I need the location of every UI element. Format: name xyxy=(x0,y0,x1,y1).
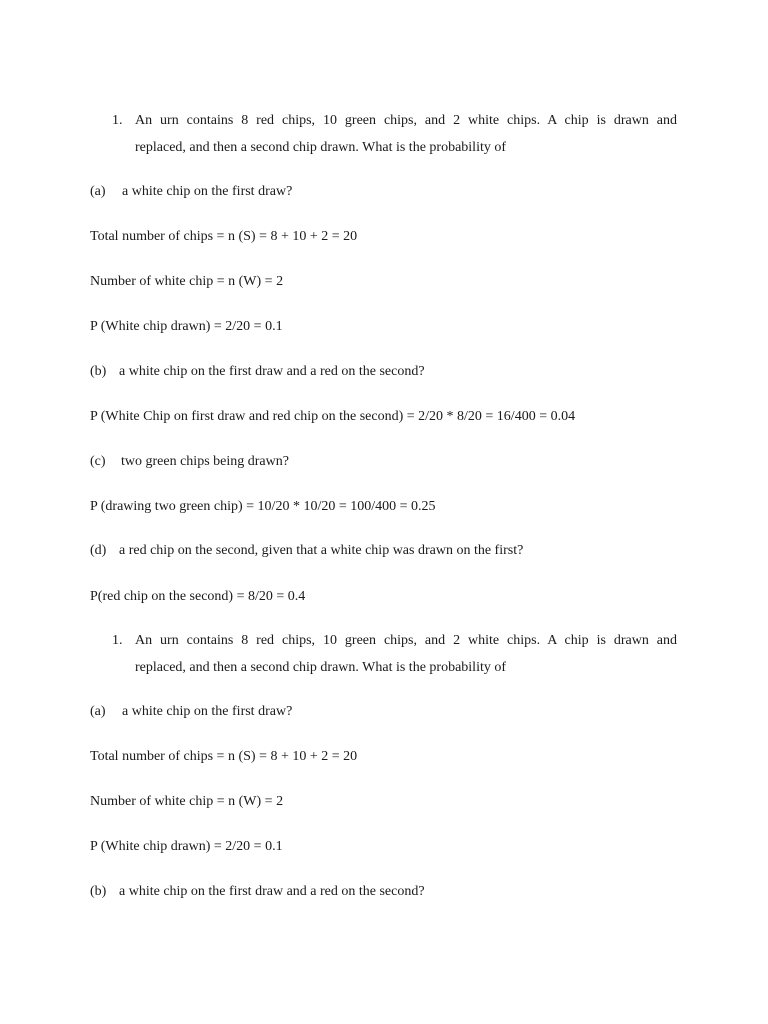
question-line-2: replaced, and then a second chip drawn. What is the probability of xyxy=(135,140,507,155)
part-b-text: a white chip on the first draw and a red on the second? xyxy=(119,364,425,379)
answer-a-line-2: Number of white chip = n (W) = 2 xyxy=(90,794,284,809)
part-c-label: (c) xyxy=(90,454,106,469)
part-a-label: (a) xyxy=(90,704,106,719)
part-d-label: (d) xyxy=(90,543,107,558)
question-line-2: replaced, and then a second chip drawn. What is the probability of xyxy=(135,660,507,675)
answer-a-line-1: Total number of chips = n (S) = 8 + 10 + 2 = 20 xyxy=(90,229,358,244)
answer-a-line-3: P (White chip drawn) = 2/20 = 0.1 xyxy=(90,319,283,334)
part-b-text: a white chip on the first draw and a red on the second? xyxy=(119,884,425,899)
answer-b: P (White Chip on first draw and red chip on the second) = 2/20 * 8/20 = 16/400 = 0.04 xyxy=(90,409,576,424)
question-line-1: An urn contains 8 red chips, 10 green chips, and 2 white chips. A chip is drawn and xyxy=(135,633,677,648)
question-number: 1. xyxy=(112,633,123,648)
answer-d: P(red chip on the second) = 8/20 = 0.4 xyxy=(90,589,306,604)
part-a-text: a white chip on the first draw? xyxy=(122,704,293,719)
answer-a-line-3: P (White chip drawn) = 2/20 = 0.1 xyxy=(90,839,283,854)
answer-a-line-2: Number of white chip = n (W) = 2 xyxy=(90,274,284,289)
question-line-1: An urn contains 8 red chips, 10 green chips, and 2 white chips. A chip is drawn and xyxy=(135,113,677,128)
part-a-label: (a) xyxy=(90,184,106,199)
part-d-text: a red chip on the second, given that a white chip was drawn on the first? xyxy=(119,543,524,558)
question-number: 1. xyxy=(112,113,123,128)
part-b-label: (b) xyxy=(90,884,107,899)
answer-a-line-1: Total number of chips = n (S) = 8 + 10 + 2 = 20 xyxy=(90,749,358,764)
part-a-text: a white chip on the first draw? xyxy=(122,184,293,199)
part-c-text: two green chips being drawn? xyxy=(121,454,289,469)
part-b-label: (b) xyxy=(90,364,107,379)
answer-c: P (drawing two green chip) = 10/20 * 10/20 = 100/400 = 0.25 xyxy=(90,499,436,514)
